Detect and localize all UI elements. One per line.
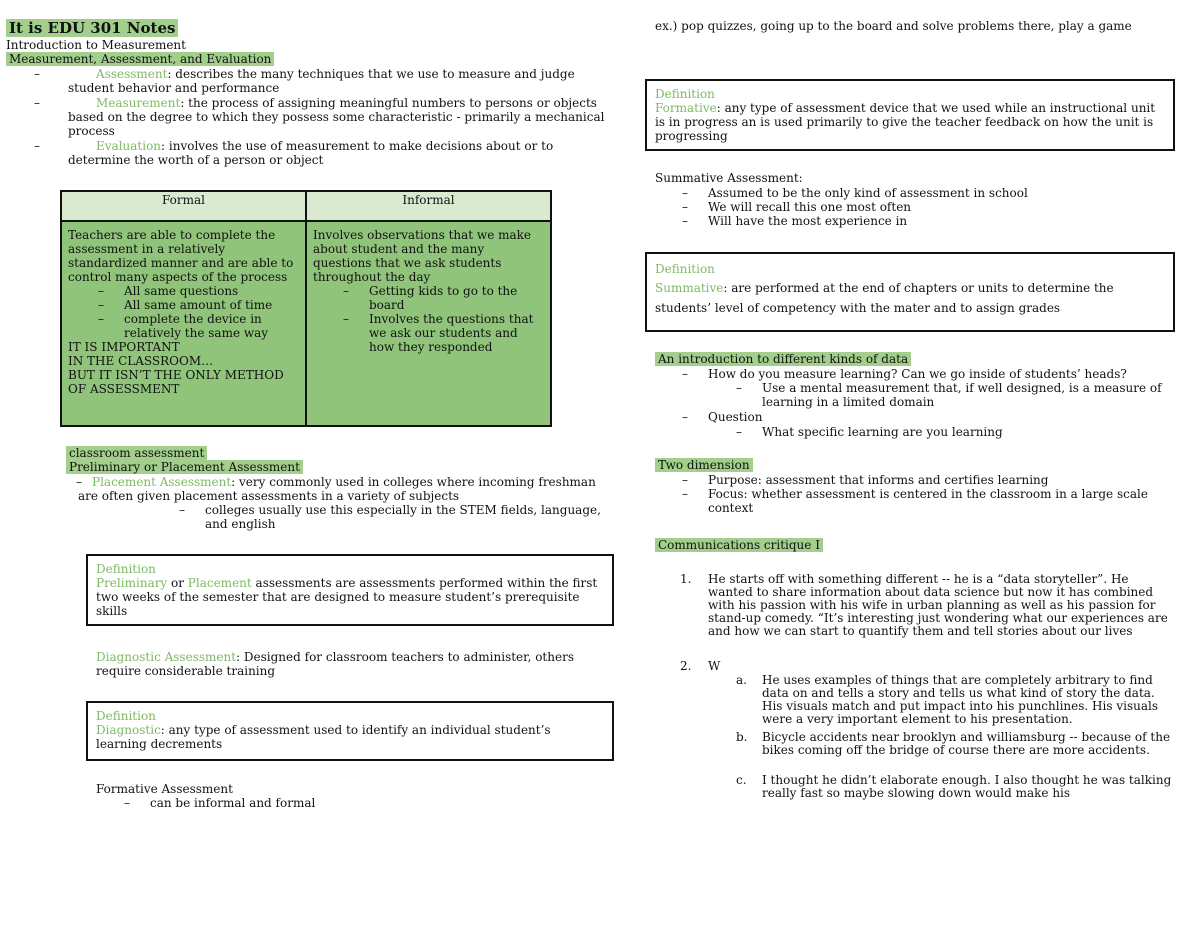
table-cell-formal: Teachers are able to complete the assessment in a relatively standardized manner and are able to control many aspects of the process – All same questions – All same amount of time – complete the device in relatively the same way IT IS IMPORTANT IN THE CLASSROOM… BUT IT ISN’T THE ONLY METHOD OF ASSESSMENT	[61, 221, 306, 426]
table-cell-informal: Involves observations that we make about student and the many questions that we ask students throughout the day – Getting kids to go to the board – Involves the questions that we ask our students and how they responded	[306, 221, 551, 426]
list-item: – Will have the most experience in	[682, 214, 908, 228]
list-item: – Focus: whether assessment is centered in the classroom in a large scale context	[682, 487, 1148, 515]
list-item: – Use a mental measurement that, if well designed, is a measure of learning in a limited domain	[736, 381, 1162, 409]
summative-list	[682, 186, 1178, 228]
page-title: It is EDU 301 Notes	[6, 19, 178, 37]
section-heading-placement: Preliminary or Placement Assessment	[66, 460, 303, 474]
definition-box-diagnostic: Definition Diagnostic: any type of assessment used to identify an individual student’s learning decrements	[86, 701, 614, 761]
list-item: – colleges usually use this especially in the STEM fields, language, and english	[179, 503, 601, 531]
list-item: – Evaluation: involves the use of measurement to make decisions about or to determine the worth of a person or object	[34, 139, 554, 167]
list-item: – We will recall this one most often	[682, 200, 912, 214]
comm-item-1: 1. He starts off with something different -- he is a “data storyteller”. He wanted to share information about data science but now it has combined with his passion with his wife in urban planning as well as his passion for stand-up comedy. “It’s interesting just wondering what our experiences are and how we can start to quantify them and tell stories about our lives	[680, 572, 1168, 638]
list-item: – What specific learning are you learning	[736, 425, 1003, 439]
list-item: – All same amount of time	[124, 298, 299, 312]
comm-item-2: 2. W	[680, 659, 721, 673]
section-heading-classroom: classroom assessment	[66, 446, 207, 460]
list-item: – Question	[682, 410, 763, 424]
section-heading-communications: Communications critique I	[655, 538, 823, 552]
list-item: – can be informal and formal	[124, 796, 316, 810]
intro-heading: Introduction to Measurement	[6, 38, 186, 52]
list-item: – Assessment: describes the many techniques that we use to measure and judge student behavior and performance	[34, 67, 575, 95]
definition-box-summative: Definition Summative: are performed at the end of chapters or units to determine the students’ level of competency with the mater and to assign grades	[645, 252, 1175, 332]
section-heading-data: An introduction to different kinds of data	[655, 352, 911, 366]
list-item: – complete the device in relatively the same way	[124, 312, 299, 340]
definition-box-placement: Definition Preliminary or Placement assessments are assessments performed within the first two weeks of the semester that are designed to measure student’s prerequisite skills	[86, 554, 614, 626]
list-item: – Measurement: the process of assigning meaningful numbers to persons or objects based on the degree to which they possess some characteristic - primarily a mechanical process	[34, 96, 605, 138]
list-item: – Assumed to be the only kind of assessment in school	[682, 186, 1028, 200]
example-line: ex.) pop quizzes, going up to the board and solve problems there, play a game	[655, 19, 1132, 33]
table-header-informal: Informal	[306, 191, 551, 221]
comm-sub-c: c. I thought he didn’t elaborate enough. I also thought he was talking really fast so maybe slowing down would make his	[736, 773, 1172, 800]
list-item: – Involves the questions that we ask our students and how they responded	[369, 312, 544, 354]
comm-sub-a: a. He uses examples of things that are completely arbitrary to find data on and tells a story and tells us what kind of story the data. His visuals match and put impact into his punchlines. His visuals were a very important element to his presentation.	[736, 673, 1158, 726]
diagnostic-paragraph: Diagnostic Assessment: Designed for classroom teachers to administer, others require considerable training	[96, 650, 574, 678]
section-heading-two-dimension: Two dimension	[655, 458, 753, 472]
formative-heading: Formative Assessment	[96, 782, 233, 796]
list-item: – Purpose: assessment that informs and certifies learning	[682, 473, 1049, 487]
formal-informal-table	[60, 190, 552, 427]
section-heading-measurement: Measurement, Assessment, and Evaluation	[6, 52, 274, 66]
comm-sub-b: b. Bicycle accidents near brooklyn and williamsburg -- because of the bikes coming off the bridge of course there are more accidents.	[736, 730, 1171, 757]
list-item: – Placement Assessment: very commonly used in colleges where incoming freshman are often given placement assessments in a variety of subjects	[76, 475, 596, 503]
definition-box-formative: Definition Formative: any type of assessment device that we used while an instructional unit is in progress an is used primarily to give the teacher feedback on how the unit is progressing	[645, 79, 1175, 151]
list-item: – Getting kids to go to the board	[369, 284, 544, 312]
table-header-formal: Formal	[61, 191, 306, 221]
summative-heading: Summative Assessment:	[655, 171, 803, 185]
list-item: – All same questions	[124, 284, 299, 298]
list-item: – How do you measure learning? Can we go inside of students’ heads?	[682, 367, 1127, 381]
